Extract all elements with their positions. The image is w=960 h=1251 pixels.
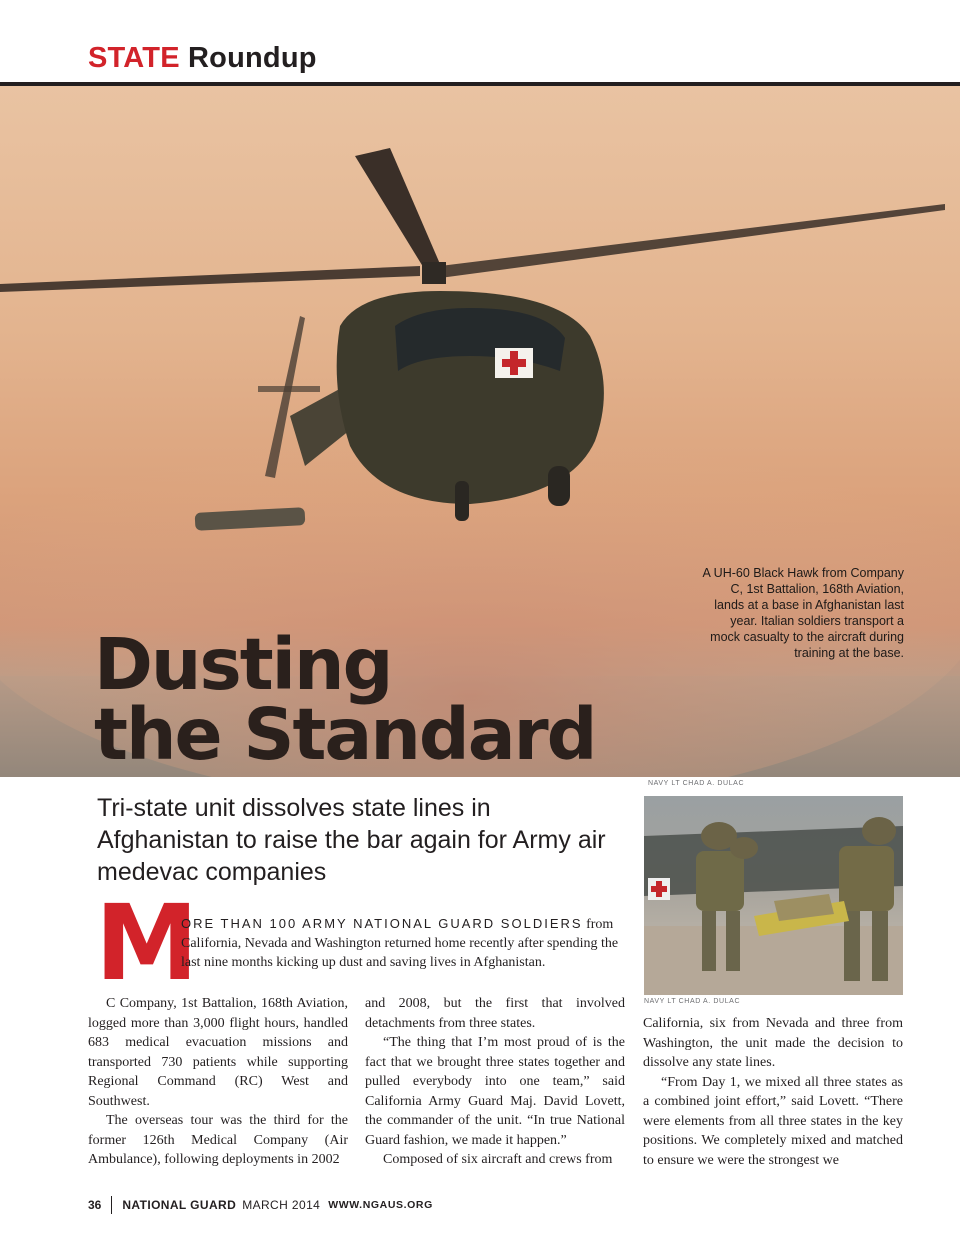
body-paragraph: The overseas tour was the third for the former 126th Medical Company (Air Ambulance), following deployments in 2002 [88,1113,348,1167]
issue-date: MARCH 2014 [242,1198,321,1212]
page-number: 36 [88,1198,102,1212]
article-headline [94,623,596,776]
body-column-2 [365,994,625,1170]
soldiers-stretcher-photo [644,796,903,995]
body-paragraph: Composed of six aircraft and crews from [383,1152,613,1167]
footer-divider [111,1196,112,1214]
article-subhead: Tri-state unit dissolves state lines in Afghanistan to raise the bar again for Army air medevac companies [97,794,606,886]
section-header-state: STATE [88,42,180,74]
body-column-3 [643,1014,903,1170]
lead-caps-text: ORE THAN 100 ARMY NATIONAL GUARD SOLDIERS [181,916,583,931]
body-paragraph: and 2008, but the first that involved detachments from three states. [365,996,625,1031]
body-paragraph: “From Day 1, we mixed all three states as a combined joint effort,” said Lovett. “There were elements from all three states in the key positions. We completely mixed and matched to ensure we were the strongest we [643,1074,903,1168]
section-header-roundup: Roundup [188,42,317,74]
website-link[interactable]: WWW.NGAUS.ORG [328,1199,433,1211]
lead-text: from California, Nevada and Washington returned home recently after spending the last nine months kicking up dust and saving lives in Afghanistan. [181,917,619,970]
drop-cap: M [95,882,199,1004]
body-paragraph: C Company, 1st Battalion, 168th Aviation, logged more than 3,000 flight hours, handled 683 medical evacuation missions and transported 730 patients while supporting Regional Command (RC) West and Southwest. [88,996,348,1109]
headline-line-1: Dusting [94,623,392,706]
section-header [88,42,317,75]
page-footer [88,1196,433,1214]
hero-photo-credit: NAVY LT CHAD A. DULAC [648,780,745,787]
soldiers-stretcher-illustration [644,796,903,995]
lead-paragraph [181,914,626,972]
body-paragraph: California, six from Nevada and three from Washington, the unit made the decision to dissolve any state lines. [643,1016,903,1070]
hero-photo-caption: A UH-60 Black Hawk from Company C, 1st Battalion, 168th Aviation, lands at a base in Afghanistan last year. Italian soldiers transport a mock casualty to the aircraft during training at the base. [702,566,904,660]
magazine-name: NATIONAL GUARD [122,1198,237,1212]
body-column-1 [88,994,348,1170]
headline-line-2: the Standard [94,693,596,776]
soldiers-photo-credit: NAVY LT CHAD A. DULAC [644,998,741,1005]
body-paragraph: “The thing that I’m most proud of is the fact that we brought three states together and pulled everybody into one team,” said California Army Guard Maj. David Lovett, the commander of the unit. “In true National Guard fashion, we made it happen.” [365,1035,625,1148]
